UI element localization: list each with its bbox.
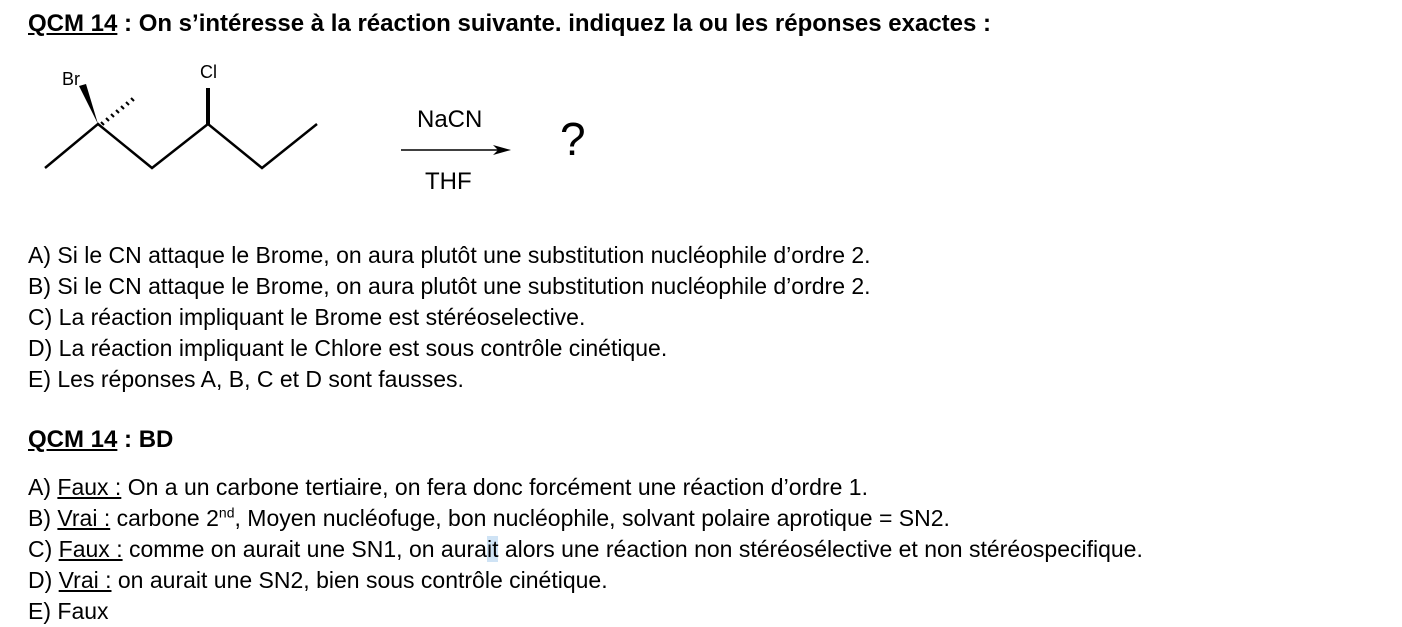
options-list [28, 240, 871, 395]
answer-d-prefix: D) [28, 567, 59, 593]
question-label: QCM 14 [28, 10, 118, 37]
carbon-chain [45, 124, 317, 168]
answer-d-text: on aurait une SN2, bien sous contrôle cinétique. [111, 567, 608, 593]
answer-a-prefix: A) [28, 474, 58, 500]
reagent-label: NaCN [417, 106, 483, 133]
answer-b-prefix: B) [28, 505, 58, 531]
answer-b-superscript: nd [218, 504, 235, 521]
text-selection-highlight[interactable]: it [486, 536, 499, 562]
wedge-bond-br [79, 84, 98, 124]
answer-d [28, 565, 1143, 596]
molecule-structure [40, 58, 330, 178]
question-title [28, 10, 991, 38]
answer-b-verdict: Vrai : [57, 505, 111, 531]
answer-e: E) Faux [28, 598, 109, 624]
answer-c-text-after: alors une réaction non stéréosélective et non stéréospecifique. [498, 536, 1143, 562]
question-text: On s’intéresse à la réaction suivante. indiquez la ou les réponses exactes : [138, 10, 992, 37]
answer-title [28, 426, 173, 454]
atom-cl: Cl [200, 62, 217, 82]
answer-separator: : [117, 426, 139, 453]
solvent-label: THF [425, 168, 472, 195]
option-b: B) Si le CN attaque le Brome, on aura plutôt une substitution nucléophile d’ordre 2. [28, 273, 871, 299]
answer-a [28, 472, 1143, 503]
answers-list [28, 472, 1143, 627]
answer-label: QCM 14 [28, 426, 118, 453]
answer-b [28, 503, 1143, 534]
answer-c-prefix: C) [28, 536, 59, 562]
option-a: A) Si le CN attaque le Brome, on aura plutôt une substitution nucléophile d’ordre 2. [28, 242, 871, 268]
answer-a-verdict: Faux : [57, 474, 122, 500]
answer-b-text-before: carbone 2 [110, 505, 219, 531]
answer-a-text: On a un carbone tertiaire, on fera donc forcément une réaction d’ordre 1. [121, 474, 868, 500]
answer-b-text-after: , Moyen nucléofuge, bon nucléophile, solvant polaire aprotique = SN2. [234, 505, 950, 531]
option-e: E) Les réponses A, B, C et D sont fausses. [28, 366, 464, 392]
reaction-arrow-block [395, 100, 520, 200]
answer-c-verdict: Faux : [58, 536, 123, 562]
answer-value: BD [138, 426, 174, 453]
product-placeholder: ? [560, 113, 586, 165]
question-separator: : [117, 10, 139, 37]
option-d: D) La réaction impliquant le Chlore est sous contrôle cinétique. [28, 335, 668, 361]
answer-d-verdict: Vrai : [58, 567, 112, 593]
reaction-arrow-icon [395, 140, 520, 160]
answer-c [28, 534, 1143, 565]
hashed-bond [101, 98, 134, 125]
answer-c-text-before: comme on aurait une SN1, on aura [122, 536, 487, 562]
atom-br: Br [62, 69, 80, 89]
option-c: C) La réaction impliquant le Brome est stéréoselective. [28, 304, 586, 330]
